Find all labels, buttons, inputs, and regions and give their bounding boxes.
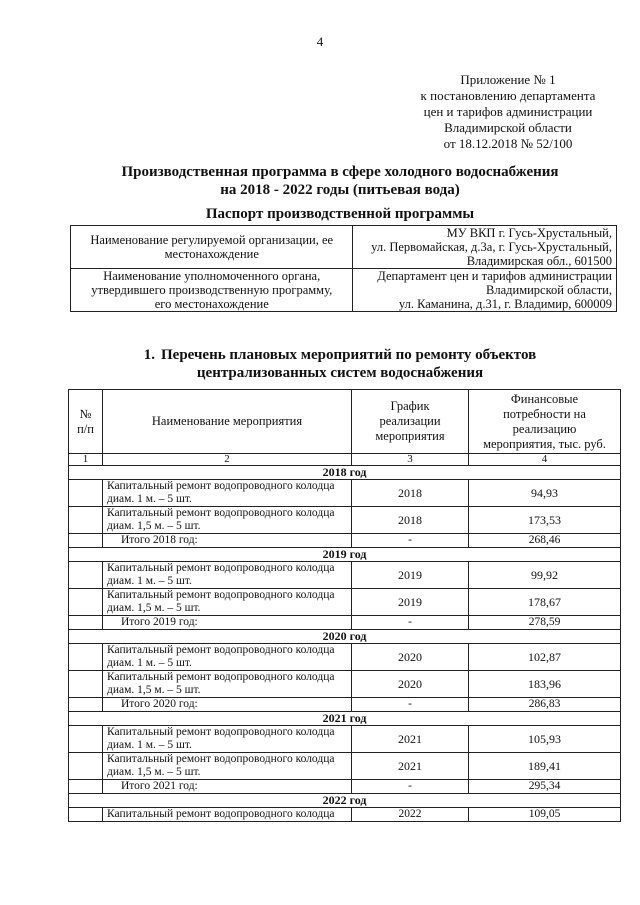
row-number [69, 616, 103, 630]
annex-line: Приложение № 1 [460, 72, 556, 87]
text-line: Владимирская обл., 601500 [466, 254, 612, 268]
total-label: Итого 2021 год: [103, 780, 352, 794]
passport-row [71, 226, 617, 269]
text-line: Капитальный ремонт водопроводного колодца [107, 507, 335, 519]
activity-cost: 173,53 [469, 507, 621, 534]
table-row [69, 589, 621, 616]
text-line: Капитальный ремонт водопроводного колодца [107, 726, 335, 738]
table-row [69, 480, 621, 507]
text-line: реализации [379, 414, 441, 428]
activity-cost: 189,41 [469, 753, 621, 780]
text-line: диам. 1,5 м. – 5 шт. [107, 520, 201, 532]
row-number [69, 698, 103, 712]
col-number: 1 [69, 454, 103, 466]
title-line: Производственная программа в сфере холодного водоснабжения [121, 164, 559, 180]
year-row [69, 712, 621, 726]
activity-cost: 94,93 [469, 480, 621, 507]
text-line: Капитальный ремонт водопроводного колодца [107, 589, 335, 601]
text-line: Владимирской области, [486, 283, 612, 297]
year-label: 2022 год [69, 794, 621, 808]
text-line: реализацию [512, 421, 577, 436]
year-row [69, 548, 621, 562]
row-number [69, 671, 103, 698]
activity-cost: 102,87 [469, 644, 621, 671]
total-cost: 278,59 [469, 616, 621, 630]
table-row [69, 644, 621, 671]
col-header-name: Наименование мероприятия [103, 390, 352, 454]
activity-name [103, 753, 352, 780]
section-line [80, 346, 600, 364]
row-number [69, 644, 103, 671]
activity-cost: 109,05 [469, 808, 621, 822]
row-number [69, 780, 103, 794]
text-line: диам. 1 м. – 5 шт. [107, 657, 192, 669]
total-cost: 295,34 [469, 780, 621, 794]
total-cost: 286,83 [469, 698, 621, 712]
table-row [69, 808, 621, 822]
year-label: 2019 год [69, 548, 621, 562]
activity-schedule: 2021 [352, 753, 469, 780]
activity-name [103, 671, 352, 698]
passport-row [71, 269, 617, 312]
total-schedule: - [352, 780, 469, 794]
total-label: Итого 2019 год: [103, 616, 352, 630]
row-number [69, 589, 103, 616]
row-number [69, 808, 103, 822]
column-number-row [69, 454, 621, 466]
text-line: № [79, 406, 92, 421]
total-schedule: - [352, 616, 469, 630]
activity-schedule: 2022 [352, 808, 469, 822]
row-number [69, 753, 103, 780]
col-header-num [69, 390, 103, 454]
passport-label [71, 269, 353, 312]
activity-name [103, 808, 352, 822]
total-cost: 268,46 [469, 534, 621, 548]
col-number: 3 [352, 454, 469, 466]
section-heading [80, 346, 600, 382]
total-row [69, 780, 621, 794]
page-number: 4 [316, 34, 324, 49]
annex-block [408, 72, 608, 152]
passport-table [70, 225, 617, 312]
col-number: 2 [103, 454, 352, 466]
text-line: диам. 1 м. – 5 шт. [107, 575, 192, 587]
passport-value [353, 226, 617, 269]
passport-value [353, 269, 617, 312]
table-row [69, 726, 621, 753]
row-number [69, 726, 103, 753]
table-row [69, 562, 621, 589]
year-label: 2021 год [69, 712, 621, 726]
text-line: ул. Каманина, д.31, г. Владимир, 600009 [398, 297, 612, 311]
section-text: Перечень плановых мероприятий по ремонту объектов [161, 347, 537, 363]
activity-schedule: 2021 [352, 726, 469, 753]
col-header-finance [469, 390, 621, 454]
activity-name [103, 480, 352, 507]
year-row [69, 466, 621, 480]
total-row [69, 698, 621, 712]
activity-name [103, 589, 352, 616]
year-label: 2018 год [69, 466, 621, 480]
text-line: местонахождение [164, 247, 259, 261]
activity-name [103, 507, 352, 534]
annex-line: Владимирской области [444, 120, 572, 135]
total-label: Итого 2020 год: [103, 698, 352, 712]
year-row [69, 794, 621, 808]
text-line: Департамент цен и тарифов администрации [377, 269, 612, 283]
row-number [69, 562, 103, 589]
table-row [69, 507, 621, 534]
text-line: Финансовые [510, 391, 579, 406]
text-line: диам. 1 м. – 5 шт. [107, 739, 192, 751]
text-line: потребности на [503, 406, 586, 421]
annex-line: от 18.12.2018 № 52/100 [443, 136, 573, 151]
activity-schedule: 2020 [352, 644, 469, 671]
activity-schedule: 2018 [352, 507, 469, 534]
document-title [60, 163, 620, 199]
text-line: Капитальный ремонт водопроводного колодца [107, 808, 335, 820]
section-line: централизованных систем водоснабжения [196, 365, 484, 381]
passport-title: Паспорт производственной программы [205, 206, 475, 222]
passport-label [71, 226, 353, 269]
row-number [69, 480, 103, 507]
text-line: Капитальный ремонт водопроводного колодца [107, 644, 335, 656]
section-number: 1. [143, 347, 156, 363]
plan-table [68, 389, 621, 822]
text-line: диам. 1,5 м. – 5 шт. [107, 684, 201, 696]
year-label: 2020 год [69, 630, 621, 644]
text-line: диам. 1,5 м. – 5 шт. [107, 602, 201, 614]
title-line: на 2018 - 2022 годы (питьевая вода) [220, 182, 460, 198]
row-number [69, 507, 103, 534]
annex-line: цен и тарифов администрации [423, 104, 593, 119]
text-line: График [390, 399, 430, 413]
activity-name [103, 562, 352, 589]
activity-cost: 178,67 [469, 589, 621, 616]
total-row [69, 616, 621, 630]
total-label: Итого 2018 год: [103, 534, 352, 548]
year-row [69, 630, 621, 644]
total-schedule: - [352, 534, 469, 548]
text-line: Капитальный ремонт водопроводного колодца [107, 562, 335, 574]
activity-name [103, 726, 352, 753]
text-line: Капитальный ремонт водопроводного колодца [107, 671, 335, 683]
text-line: утвердившего производственную программу, [91, 283, 333, 297]
text-line: его местонахождение [154, 297, 269, 311]
table-row [69, 671, 621, 698]
table-row [69, 753, 621, 780]
text-line: мероприятия [375, 429, 445, 443]
annex-line: к постановлению департамента [420, 88, 596, 103]
row-number [69, 534, 103, 548]
activity-name [103, 644, 352, 671]
text-line: п/п [77, 421, 94, 436]
table-header-row [69, 390, 621, 454]
activity-schedule: 2020 [352, 671, 469, 698]
activity-schedule: 2019 [352, 589, 469, 616]
text-line: диам. 1 м. – 5 шт. [107, 493, 192, 505]
text-line: Наименование регулируемой организации, ее [90, 233, 334, 247]
text-line: Капитальный ремонт водопроводного колодца [107, 480, 335, 492]
activity-cost: 105,93 [469, 726, 621, 753]
total-schedule: - [352, 698, 469, 712]
activity-cost: 99,92 [469, 562, 621, 589]
text-line: МУ ВКП г. Гусь-Хрустальный, [446, 226, 612, 240]
activity-schedule: 2018 [352, 480, 469, 507]
text-line: Капитальный ремонт водопроводного колодца [107, 753, 335, 765]
text-line: ул. Первомайская, д.3а, г. Гусь-Хрустальный, [371, 240, 612, 254]
col-number: 4 [469, 454, 621, 466]
total-row [69, 534, 621, 548]
text-line: мероприятия, тыс. руб. [483, 436, 606, 451]
text-line: диам. 1,5 м. – 5 шт. [107, 766, 201, 778]
activity-cost: 183,96 [469, 671, 621, 698]
col-header-schedule [352, 390, 469, 454]
activity-schedule: 2019 [352, 562, 469, 589]
text-line: Наименование уполномоченного органа, [103, 269, 321, 283]
